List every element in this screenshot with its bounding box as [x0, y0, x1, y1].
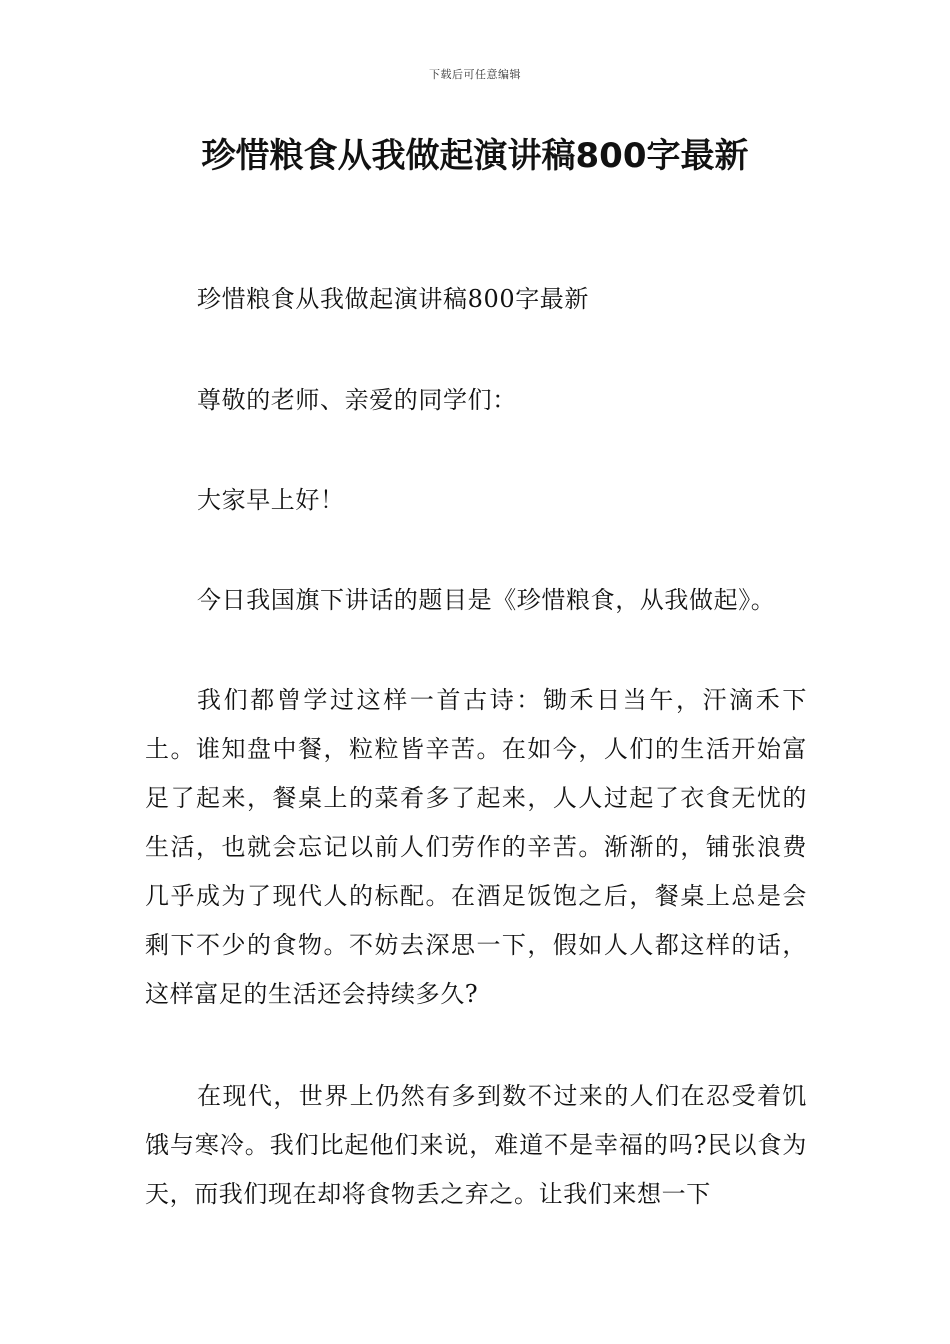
paragraph-body: 在现代，世界上仍然有多到数不过来的人们在忍受着饥饿与寒冷。我们比起他们来说，难道不是幸福的吗?民以食为天，而我们现在却将食物丢之弃之。让我们来想一下: [145, 1082, 807, 1208]
header-note: 下载后可任意编辑: [429, 68, 521, 81]
paragraph-salutation: 尊敬的老师、亲爱的同学们：: [197, 386, 517, 414]
paragraph-topic: 今日我国旗下讲话的题目是《珍惜粮食，从我做起》。: [197, 586, 776, 614]
document-title: 珍惜粮食从我做起演讲稿800字最新: [201, 136, 749, 176]
paragraph-subtitle: 珍惜粮食从我做起演讲稿800字最新: [197, 285, 590, 313]
paragraph-greeting: 大家早上好！: [197, 486, 345, 514]
paragraph-body: 我们都曾学过这样一首古诗：锄禾日当午，汗滴禾下土。谁知盘中餐，粒粒皆辛苦。在如今，人们的生活开始富足了起来，餐桌上的菜肴多了起来，人人过起了衣食无忧的生活，也就会忘记以前人们劳作的辛苦。渐渐的，铺张浪费几乎成为了现代人的标配。在酒足饭饱之后，餐桌上总是会剩下不少的食物。不妨去深思一下，假如人人都这样的话，这样富足的生活还会持续多久?: [145, 686, 807, 1008]
